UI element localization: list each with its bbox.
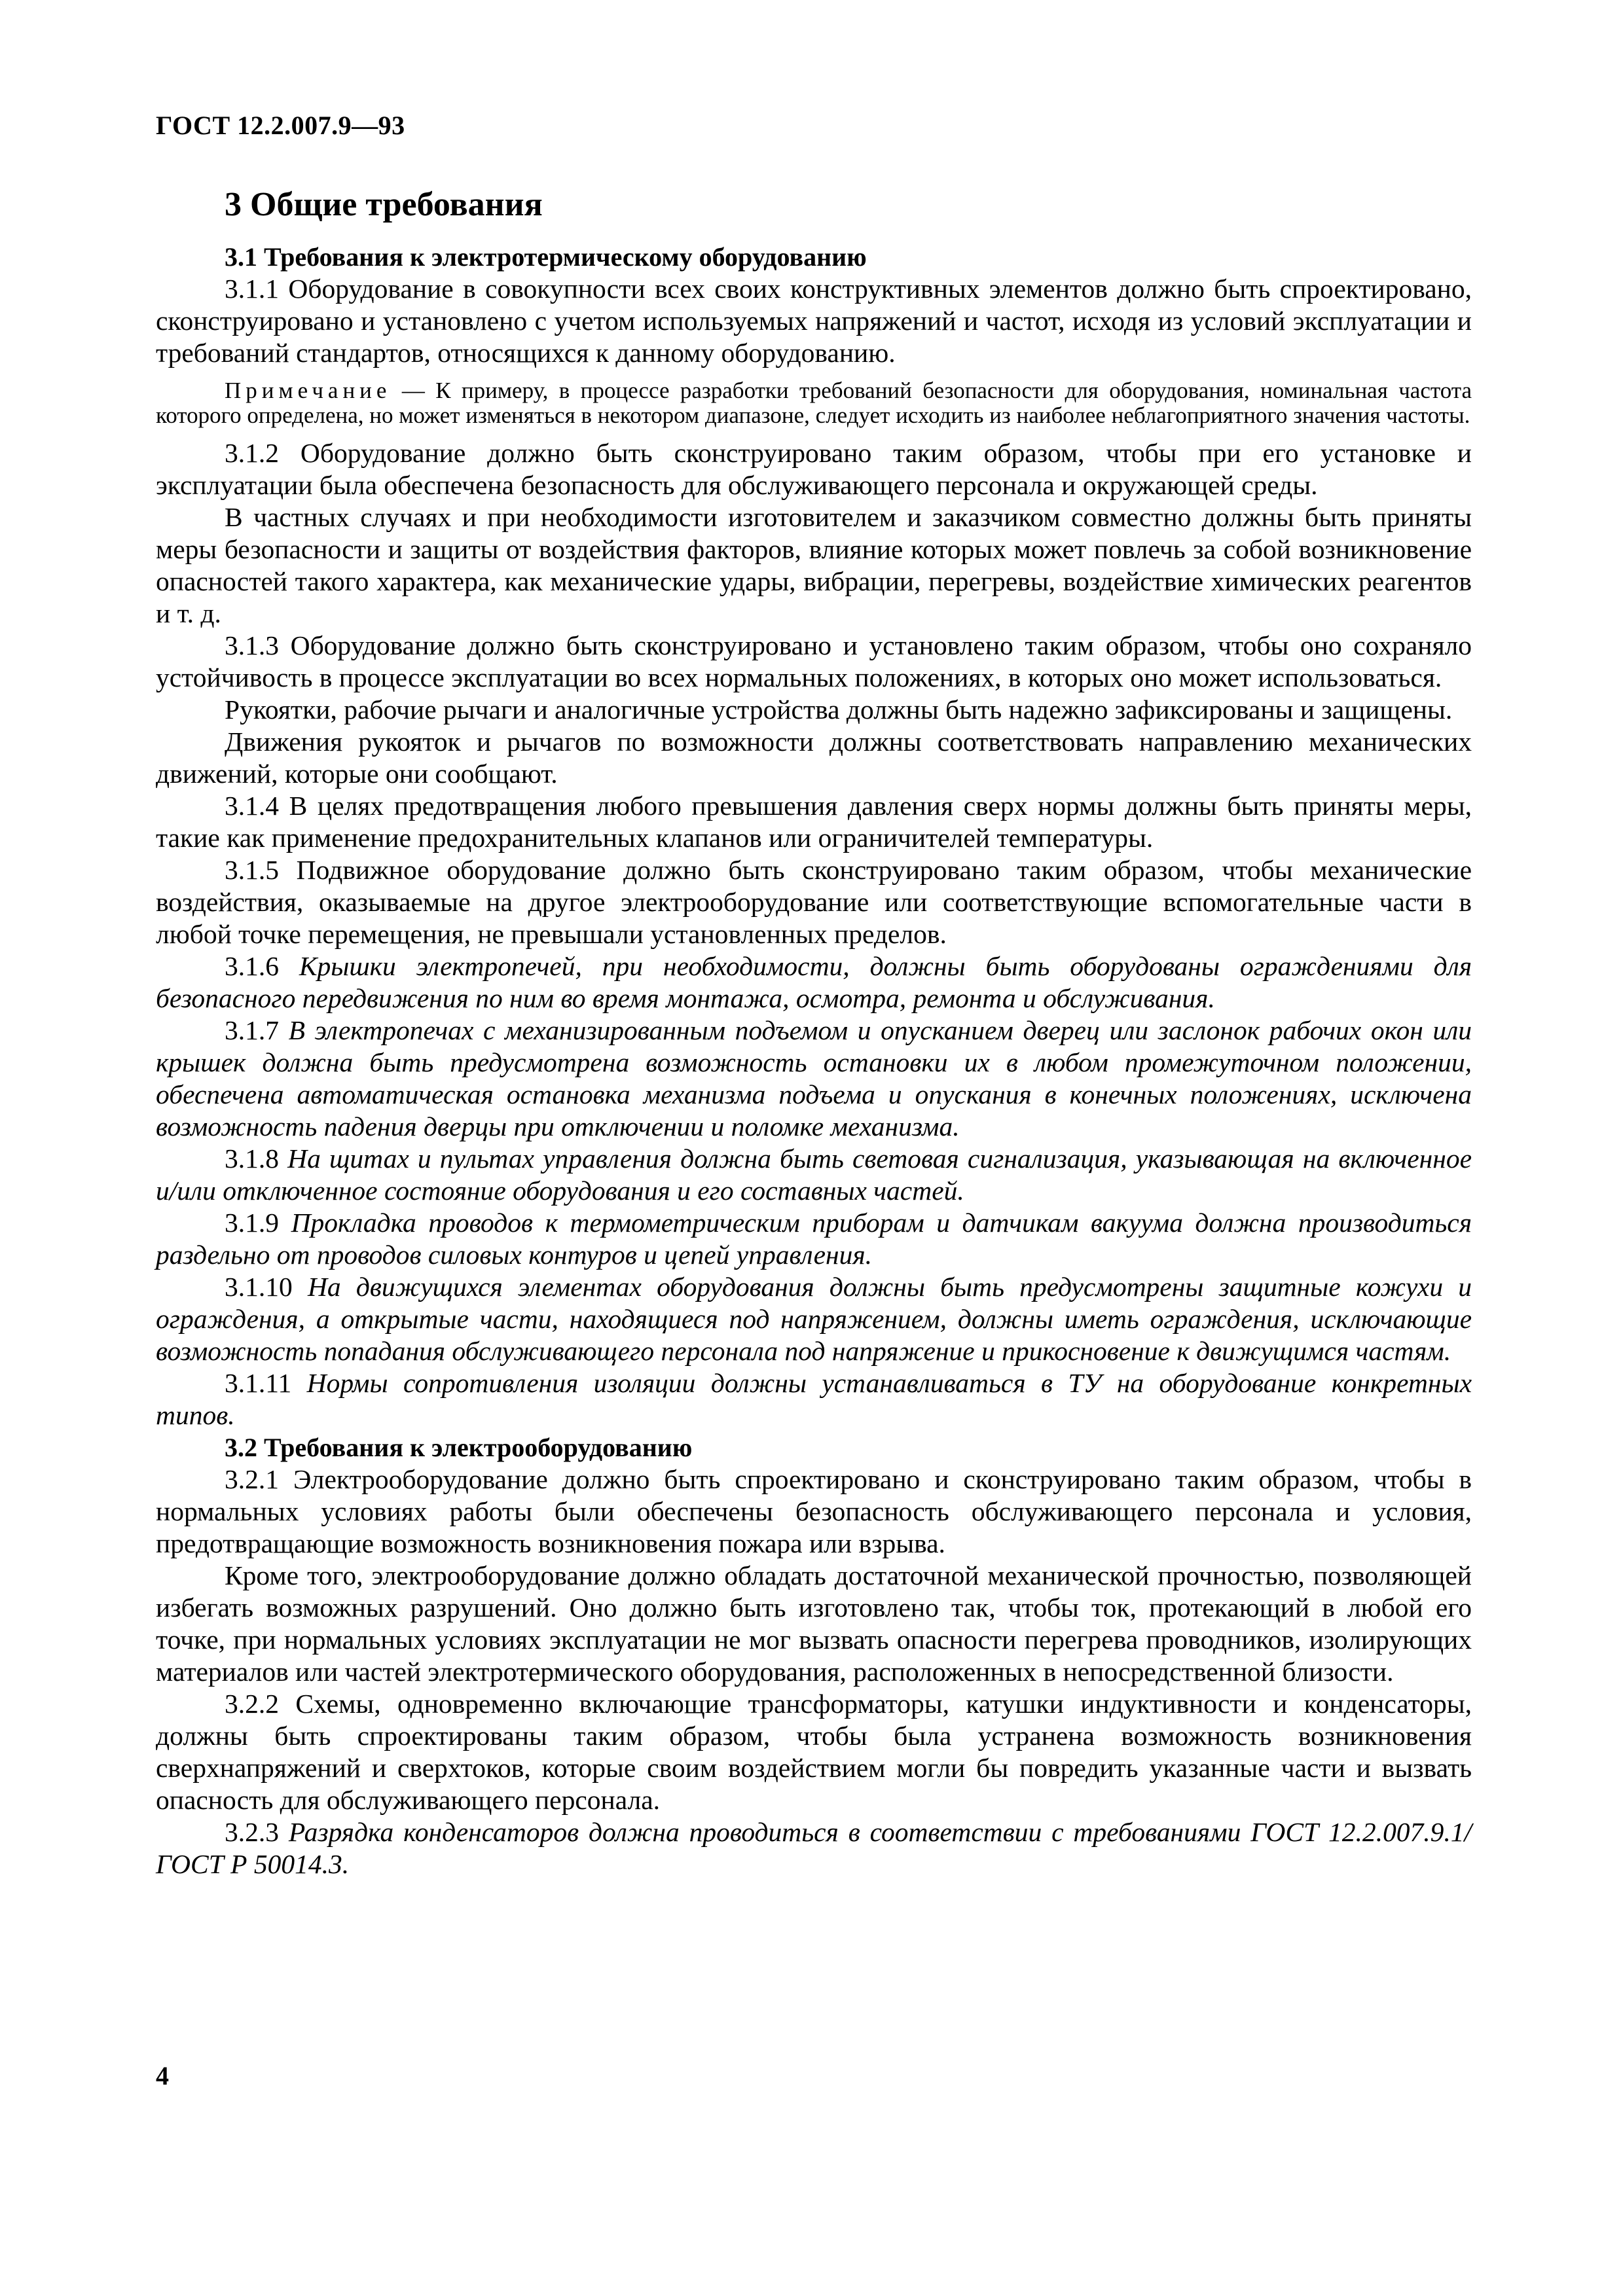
clause-text: В электропечах с механизированным подъемом и опусканием дверец или заслонок рабочих окон или крышек должна быть предусмотрена возможность остановки их в любом промежуточном положении, обеспечена автоматическая остановка механизма подъема и опускания в конечных положениях, исключена возможность падения дверцы при отключении и поломке механизма. <box>156 1015 1472 1141</box>
paragraph-3-1-8 <box>156 1143 1472 1207</box>
paragraph-3-1-5: 3.1.5 Подвижное оборудование должно быть сконструировано таким образом, чтобы механические воздействия, оказываемые на другое электрооборудование или соответствующие вспомогательные части в любой точке перемещения, не превышали установленных пределов. <box>156 855 1472 949</box>
paragraph-3-1-1: 3.1.1 Оборудование в совокупности всех своих конструктивных элементов должно быть спроектировано, сконструировано и установлено с учетом используемых напряжений и частот, исходя из условий эксплуатации и требований стандартов, относящихся к данному оборудованию. <box>156 274 1472 368</box>
paragraph-3-1-9 <box>156 1207 1472 1271</box>
paragraph-3-1-2-continued: В частных случаях и при необходимости изготовителем и заказчиком совместно должны быть приняты меры безопасности и защиты от воздействия факторов, влияние которых может повлечь за собой возникновение опасностей такого характера, как механические удары, вибрации, перегревы, воздействие химических реагентов и т. д. <box>156 502 1472 628</box>
clause-number: 3.1.10 <box>225 1272 308 1302</box>
clause-text: На щитах и пультах управления должна быть световая сигнализация, указывающая на включенное и/или отключенное состояние оборудования и его составных частей. <box>156 1143 1472 1206</box>
paragraph-3-1-3: 3.1.3 Оборудование должно быть сконструировано и установлено таким образом, чтобы оно сохраняло устойчивость в процессе эксплуатации во всех нормальных положениях, в которых оно может использоваться. <box>156 630 1472 692</box>
clause-number: 3.1.11 <box>225 1368 307 1398</box>
paragraph-3-2-1: 3.2.1 Электрооборудование должно быть спроектировано и сконструировано таким образом, чтобы в нормальных условиях работы были обеспечены безопасность обслуживающего персонала и условия, предотвращающие возможность возникновения пожара или взрыва. <box>156 1464 1472 1558</box>
paragraph-3-2-2: 3.2.2 Схемы, одновременно включающие трансформаторы, катушки индуктивности и конденсаторы, должны быть спроектированы таким образом, чтобы была устранена возможность возникновения сверхнапряжений и сверхтоков, которые своим воздействием могли бы повредить указанные части и вызвать опасность для обслуживающего персонала. <box>156 1689 1472 1815</box>
paragraph-3-2-1-continued: Кроме того, электрооборудование должно обладать достаточной механической прочностью, позволяющей избегать возможных разрушений. Оно должно быть изготовлено так, чтобы ток, протекающий в любой его точке, при нормальных условиях эксплуатации не мог вызвать опасности перегрева проводников, изолирующих материалов или частей электротермического оборудования, расположенных в непосредственной близости. <box>156 1560 1472 1687</box>
paragraph-3-1-11 <box>156 1367 1472 1431</box>
subsection-title-3-2: 3.2 Требования к электрооборудованию <box>225 1433 693 1462</box>
paragraph-3-1-6 <box>156 950 1472 1014</box>
document-body <box>156 185 1472 1880</box>
page-number: 4 <box>156 2061 169 2090</box>
note <box>156 378 1472 428</box>
paragraph-3-1-4: 3.1.4 В целях предотвращения любого превышения давления сверх нормы должны быть приняты меры, такие как применение предохранительных клапанов или ограничителей температуры. <box>156 791 1472 853</box>
clause-number: 3.1.7 <box>225 1015 289 1045</box>
clause-text: Нормы сопротивления изоляции должны устанавливаться в ТУ на оборудование конкретных типов. <box>156 1368 1472 1430</box>
clause-number: 3.1.8 <box>225 1143 288 1174</box>
paragraph-3-1-3-movement: Движения рукояток и рычагов по возможности должны соответствовать направлению механических движений, которые они сообщают. <box>156 726 1472 789</box>
clause-text: Прокладка проводов к термометрическим приборам и датчикам вакуума должна производиться раздельно от проводов силовых контуров и цепей управления. <box>156 1208 1472 1270</box>
clause-text: Крышки электропечей, при необходимости, должны быть оборудованы ограждениями для безопасного передвижения по ним во время монтажа, осмотра, ремонта и обслуживания. <box>156 951 1472 1013</box>
section-title: 3 Общие требования <box>225 186 543 223</box>
clause-text: На движущихся элементах оборудования должны быть предусмотрены защитные кожухи и ограждения, а открытые части, находящиеся под напряжением, должны иметь ограждения, исключающие возможность попадания обслуживающего персонала под напряжение и прикосновение к движущимся частям. <box>156 1272 1472 1366</box>
clause-number: 3.2.3 <box>225 1817 289 1847</box>
paragraph-3-1-7 <box>156 1014 1472 1143</box>
paragraph-3-2-3 <box>156 1816 1472 1880</box>
clause-number: 3.1.9 <box>225 1208 291 1238</box>
document-header: ГОСТ 12.2.007.9—93 <box>156 111 405 140</box>
note-text: — К примеру, в процессе разработки требований безопасности для оборудования, номинальная частота которого определена, но может изменяться в некотором диапазоне, следует исходить из наиболее неблагоприятного значения частоты. <box>156 378 1472 428</box>
note-label: Примечание <box>225 378 392 403</box>
clause-text: Разрядка конденсаторов должна проводиться в соответствии с требованиями ГОСТ 12.2.007.9.1/ГОСТ Р 50014.3. <box>156 1817 1472 1879</box>
paragraph-3-1-10 <box>156 1271 1472 1367</box>
paragraph-3-1-2: 3.1.2 Оборудование должно быть сконструировано таким образом, чтобы при его установке и эксплуатации была обеспечена безопасность для обслуживающего персонала и окружающей среды. <box>156 438 1472 500</box>
subsection-title-3-1: 3.1 Требования к электротермическому оборудованию <box>225 242 867 272</box>
paragraph-3-1-3-handles: Рукоятки, рабочие рычаги и аналогичные устройства должны быть надежно зафиксированы и защищены. <box>225 694 1453 725</box>
clause-number: 3.1.6 <box>225 951 299 981</box>
